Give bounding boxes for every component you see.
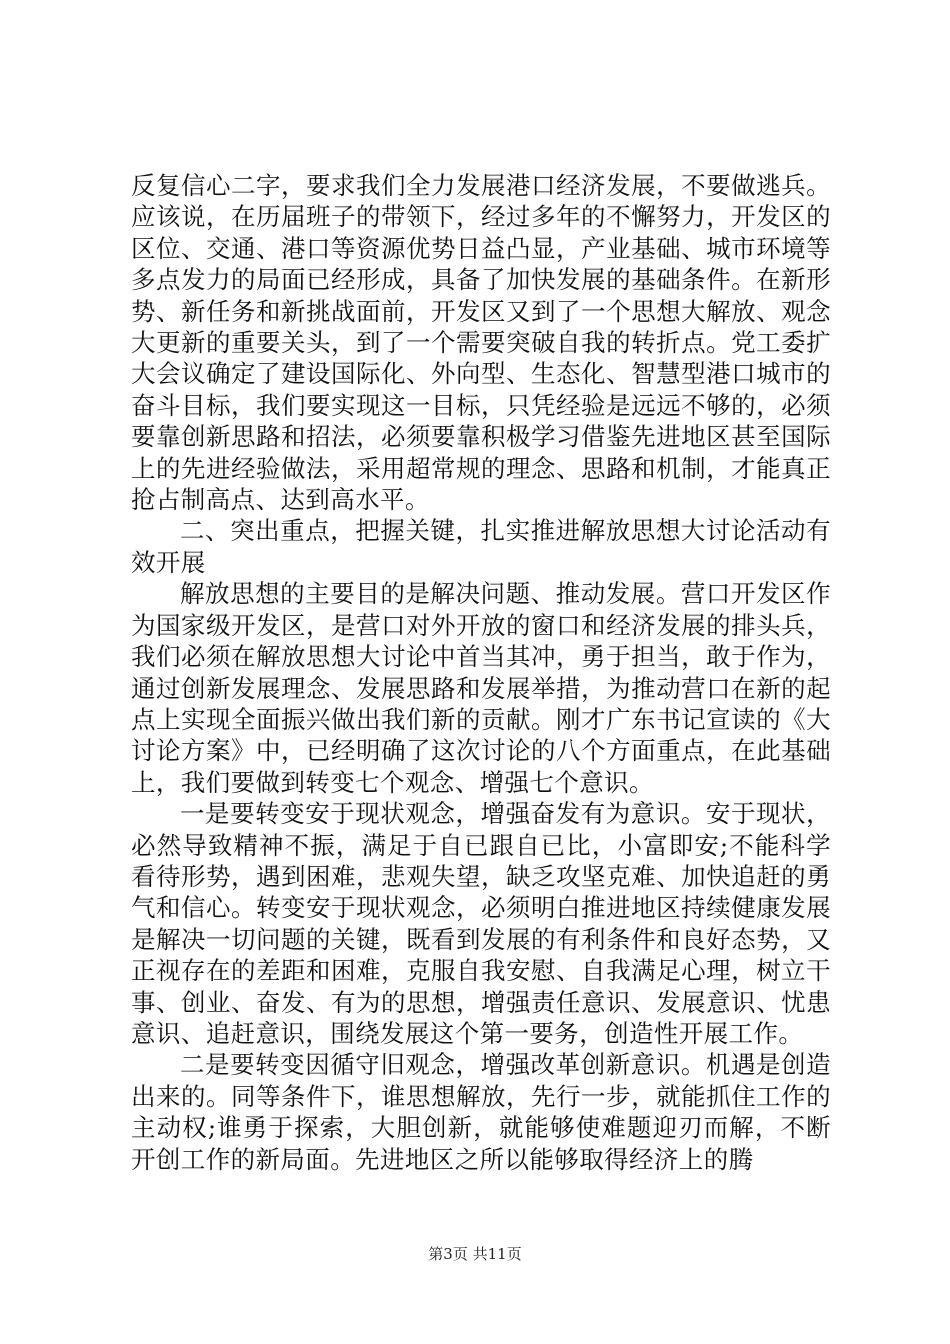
paragraph-1: 反复信心二字，要求我们全力发展港口经济发展，不要做逃兵。应该说，在历届班子的带领下，经过多年的不懈努力，开发区的区位、交通、港口等资源优势日益凸显，产业基础、城市环境等多点发力的局面已经形成，具备了加快发展的基础条件。在新形势、新任务和新挑战面前，开发区又到了一个思想大解放、观念大更新的重要关头，到了一个需要突破自我的转折点。党工委扩大会议确定了建设国际化、外向型、生态化、智慧型港口城市的奋斗目标，我们要实现这一目标，只凭经验是远远不够的，必须要靠创新思路和招法，必须要靠积极学习借鉴先进地区甚至国际上的先进经验做法，采用超常规的理念、思路和机制，才能真正抢占制高点、达到高水平。 <box>131 171 831 515</box>
page-number-footer: 第3页 共11页 <box>428 1245 522 1263</box>
paragraph-5: 二是要转变因循守旧观念，增强改革创新意识。机遇是创造出来的。同等条件下，谁思想解放，先行一步，就能抓住工作的主动权;谁勇于探索，大胆创新，就能够使难题迎刃而解，不断开创工作的新局面。先进地区之所以能够取得经济上的腾 <box>131 1050 831 1174</box>
section-heading-2: 二、突出重点，把握关键，扎实推进解放思想大讨论活动有效开展 <box>131 516 831 577</box>
paragraph-3: 解放思想的主要目的是解决问题、推动发展。营口开发区作为国家级开发区，是营口对外开放的窗口和经济发展的排头兵，我们必须在解放思想大讨论中首当其冲，勇于担当，敢于作为，通过创新发展理念、发展思路和发展举措，为推动营口在新的起点上实现全面振兴做出我们新的贡献。刚才广东书记宣读的《大讨论方案》中，已经明确了这次讨论的八个方面重点，在此基础上，我们要做到转变七个观念、增强七个意识。 <box>131 579 831 797</box>
document-body <box>131 170 831 1175</box>
paragraph-4: 一是要转变安于现状观念，增强奋发有为意识。安于现状，必然导致精神不振，满足于自已跟自已比，小富即安;不能科学看待形势，遇到困难，悲观失望，缺乏攻坚克难、加快追赶的勇气和信心。转变安于现状观念，必须明白推进地区持续健康发展是解决一切问题的关键，既看到发展的有利条件和良好态势，又正视存在的差距和困难，克服自我安慰、自我满足心理，树立干事、创业、奋发、有为的思想，增强责任意识、发展意识、忧患意识、追赶意识，围绕发展这个第一要务，创造性开展工作。 <box>131 799 831 1048</box>
